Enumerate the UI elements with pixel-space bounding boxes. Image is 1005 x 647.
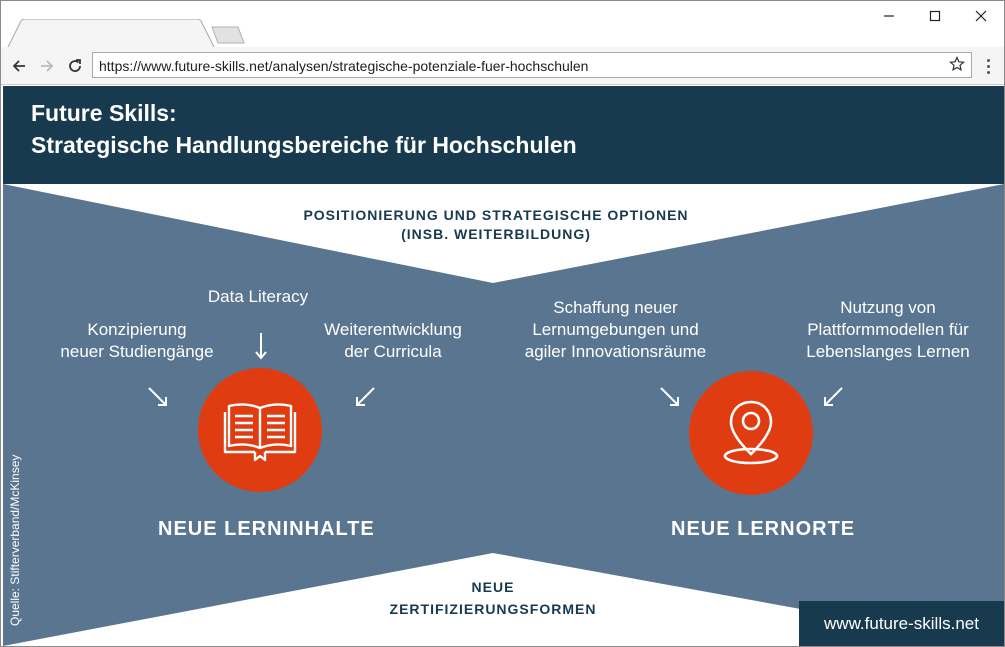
konzipierung-label-line-2: neuer Studiengänge	[60, 342, 214, 361]
website-badge[interactable]	[799, 601, 1004, 646]
arrow-down-left-icon	[353, 385, 377, 409]
nutzung-label-line-1: Nutzung von	[840, 298, 936, 317]
top-heading-line-2: (INSB. WEITERBILDUNG)	[401, 226, 591, 242]
close-icon	[975, 10, 987, 22]
active-tab[interactable]	[7, 19, 215, 49]
website-link[interactable]: www.future-skills.net	[824, 613, 979, 633]
bottom-heading-line-1: NEUE	[471, 579, 515, 595]
location-pin-icon	[719, 398, 783, 468]
open-book-icon	[223, 398, 297, 462]
infographic	[3, 86, 1004, 646]
nutzung-label-line-3: Lebenslanges Lernen	[806, 342, 970, 361]
arrow-down-icon	[253, 331, 269, 361]
schaffung-label-line-3: agiler Innovationsräume	[524, 342, 707, 361]
url-text[interactable]: https://www.future-skills.net/analysen/strategische-potenziale-fuer-hochschulen	[99, 58, 589, 74]
arrow-left-icon	[11, 58, 27, 74]
top-heading-line-1: POSITIONIERUNG UND STRATEGISCHE OPTIONEN	[303, 207, 689, 223]
title-line-2: Strategische Handlungsbereiche für Hochschulen	[31, 132, 577, 158]
arrow-down-left-icon	[821, 385, 845, 409]
arrow-down-right-icon	[146, 385, 170, 409]
window-controls	[866, 1, 1004, 31]
reload-icon	[67, 58, 83, 74]
maximize-button[interactable]	[912, 1, 958, 31]
bookmark-star-icon[interactable]	[949, 56, 965, 72]
bottom-heading-line-2: ZERTIFIZIERUNGSFORMEN	[389, 601, 597, 617]
browser-toolbar	[1, 47, 1004, 85]
lernorte-circle	[689, 371, 813, 495]
reload-button[interactable]	[63, 54, 87, 78]
back-button[interactable]	[7, 54, 31, 78]
new-tab-button[interactable]	[210, 26, 246, 44]
lernorte-heading: NEUE LERNORTE	[671, 518, 856, 540]
source-note: Quelle: Stifterverband/McKinsey	[8, 454, 22, 626]
minimize-button[interactable]	[866, 1, 912, 31]
lerninhalte-circle	[198, 368, 322, 492]
data-literacy-label: Data Literacy	[207, 287, 309, 306]
konzipierung-label-line-1: Konzipierung	[87, 320, 187, 339]
maximize-icon	[929, 10, 941, 22]
title-bar	[1, 1, 1004, 47]
forward-button[interactable]	[35, 54, 59, 78]
title-line-1: Future Skills:	[31, 100, 177, 126]
schaffung-label-line-1: Schaffung neuer	[553, 298, 678, 317]
arrow-down-right-icon	[658, 385, 682, 409]
weiterentwicklung-label-line-2: der Curricula	[344, 342, 442, 361]
white-triangles	[3, 86, 1004, 646]
weiterentwicklung-label-line-1: Weiterentwicklung	[324, 320, 462, 339]
schaffung-label-line-2: Lernumgebungen und	[532, 320, 699, 339]
close-button[interactable]	[958, 1, 1004, 31]
address-bar[interactable]	[92, 52, 972, 78]
minimize-icon	[883, 10, 895, 22]
arrow-right-icon	[39, 58, 55, 74]
browser-menu-button[interactable]	[980, 55, 996, 77]
lerninhalte-heading: NEUE LERNINHALTE	[158, 518, 375, 540]
nutzung-label-line-2: Plattformmodellen für	[807, 320, 969, 339]
